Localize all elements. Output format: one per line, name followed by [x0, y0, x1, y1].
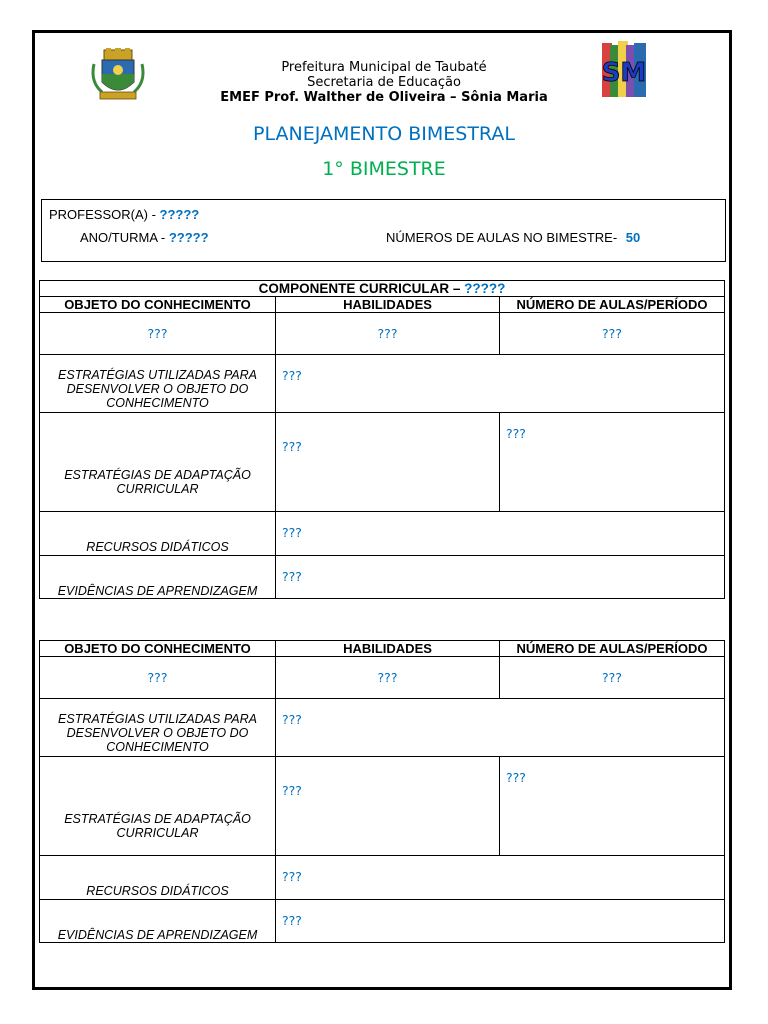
estrategias-label: ESTRATÉGIAS UTILIZADAS PARA DESENVOLVER O OBJETO DO CONHECIMENTO	[40, 355, 276, 413]
componente-label: COMPONENTE CURRICULAR –	[258, 280, 465, 296]
objeto-value: ???	[40, 657, 276, 699]
secretaria-line: Secretaria de Educação	[307, 75, 461, 90]
col-objeto-header: OBJETO DO CONHECIMENTO	[40, 641, 276, 657]
recursos-value: ???	[276, 512, 725, 556]
professor-label: PROFESSOR(A) -	[49, 207, 160, 222]
professor-value: ?????	[159, 207, 200, 222]
turma-label: ANO/TURMA -	[80, 230, 169, 245]
adaptacao-label: ESTRATÉGIAS DE ADAPTAÇÃO CURRICULAR	[40, 413, 276, 512]
teacher-info-box	[41, 199, 726, 262]
col-objeto-header: OBJETO DO CONHECIMENTO	[40, 297, 276, 313]
col-habilidades-header: HABILIDADES	[276, 297, 500, 313]
col-habilidades-header: HABILIDADES	[276, 641, 500, 657]
adaptacao-value-2: ???	[500, 757, 725, 856]
planning-table-1	[39, 280, 725, 599]
adaptacao-value-2: ???	[500, 413, 725, 512]
aulas-periodo-value: ???	[500, 313, 725, 355]
planning-table-2	[39, 640, 725, 943]
turma-row	[80, 230, 209, 245]
adaptacao-value-1: ???	[276, 757, 500, 856]
componente-value: ?????	[464, 280, 506, 296]
aulas-value: 50	[625, 230, 641, 245]
adaptacao-value-1: ???	[276, 413, 500, 512]
habilidades-value: ???	[276, 313, 500, 355]
sm-logo-text: SM	[601, 58, 647, 88]
evidencias-label: EVIDÊNCIAS DE APRENDIZAGEM	[40, 900, 276, 943]
evidencias-value: ???	[276, 556, 725, 599]
professor-row	[49, 207, 199, 222]
turma-value: ?????	[168, 230, 209, 245]
adaptacao-label: ESTRATÉGIAS DE ADAPTAÇÃO CURRICULAR	[40, 757, 276, 856]
estrategias-value: ???	[276, 355, 725, 413]
recursos-value: ???	[276, 856, 725, 900]
col-aulas-header: NÚMERO DE AULAS/PERÍODO	[500, 641, 725, 657]
componente-header	[40, 281, 725, 297]
prefeitura-line: Prefeitura Municipal de Taubaté	[281, 60, 487, 75]
school-name: EMEF Prof. Walther de Oliveira – Sônia Maria	[220, 90, 548, 105]
aulas-row	[386, 230, 640, 245]
evidencias-label: EVIDÊNCIAS DE APRENDIZAGEM	[40, 556, 276, 599]
estrategias-value: ???	[276, 699, 725, 757]
recursos-label: RECURSOS DIDÁTICOS	[40, 856, 276, 900]
page-subtitle: 1° BIMESTRE	[322, 158, 446, 180]
school-sm-logo	[598, 41, 650, 99]
aulas-periodo-value: ???	[500, 657, 725, 699]
evidencias-value: ???	[276, 900, 725, 943]
coat-of-arms-logo	[90, 48, 146, 102]
recursos-label: RECURSOS DIDÁTICOS	[40, 512, 276, 556]
habilidades-value: ???	[276, 657, 500, 699]
estrategias-label: ESTRATÉGIAS UTILIZADAS PARA DESENVOLVER O OBJETO DO CONHECIMENTO	[40, 699, 276, 757]
objeto-value: ???	[40, 313, 276, 355]
page-title: PLANEJAMENTO BIMESTRAL	[253, 123, 515, 145]
aulas-label: NÚMEROS DE AULAS NO BIMESTRE-	[386, 230, 618, 245]
col-aulas-header: NÚMERO DE AULAS/PERÍODO	[500, 297, 725, 313]
